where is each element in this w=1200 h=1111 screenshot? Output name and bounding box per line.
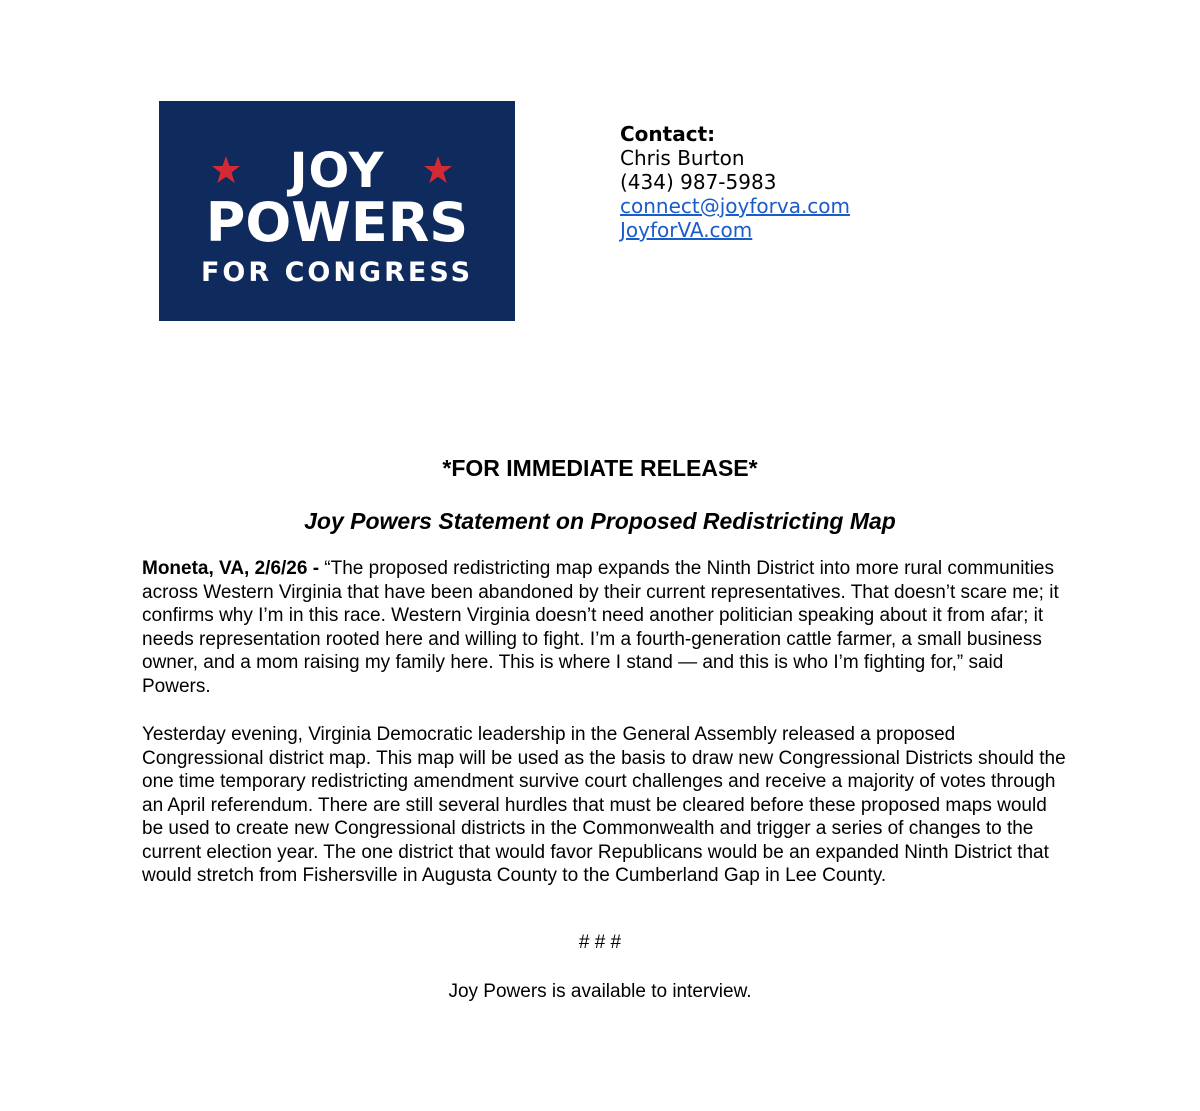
dateline: Moneta, VA, 2/6/26 - [142, 558, 320, 579]
contact-label: Contact: [620, 122, 716, 146]
paragraph-background: Yesterday evening, Virginia Democratic leadership in the General Assembly released a proposed Congressional district map. This map will be used as the basis to draw new Congressional Districts should the one time temporary redistricting amendment survive court challenges and receive a majority of votes through an April referendum. There are still several hurdles that must be cleared before these proposed maps would be used to create new Congressional districts in the Commonwealth and trigger a series of changes to the current election year. The one district that would favor Republicans would be an expanded Ninth District that would stretch from Fishersville in Augusta County to the Cumberland Gap in Lee County. [142, 724, 1066, 886]
contact-phone: (434) 987-5983 [620, 170, 777, 194]
paragraph-statement [142, 557, 1072, 698]
contact-website-link[interactable]: JoyforVA.com [620, 218, 753, 242]
release-label: *FOR IMMEDIATE RELEASE* [442, 455, 758, 481]
statement-text: “The proposed redistricting map expands the Ninth District into more rural communities across Western Virginia that have been abandoned by their current representatives. That doesn’t scare me; it confirms why I’m in this race. Western Virginia doesn’t need another politician speaking about it from afar; it needs representation rooted here and willing to fight. I’m a fourth-generation cattle farmer, a small business owner, and a mom raising my family here. This is where I stand — and this is who I’m fighting for,” said Powers. [142, 558, 1059, 697]
logo-joy: JOY [289, 143, 385, 199]
contact-email-link[interactable]: connect@joyforva.com [620, 194, 851, 218]
contact-name: Chris Burton [620, 146, 745, 170]
end-mark: # # # [578, 932, 622, 953]
headline: Joy Powers Statement on Proposed Redistricting Map [304, 508, 896, 534]
logo-powers: POWERS [205, 191, 469, 254]
availability-note: Joy Powers is available to interview. [448, 981, 752, 1002]
campaign-logo [159, 101, 515, 321]
logo-for-congress: FOR CONGRESS [200, 257, 474, 288]
contact-block [620, 122, 850, 242]
